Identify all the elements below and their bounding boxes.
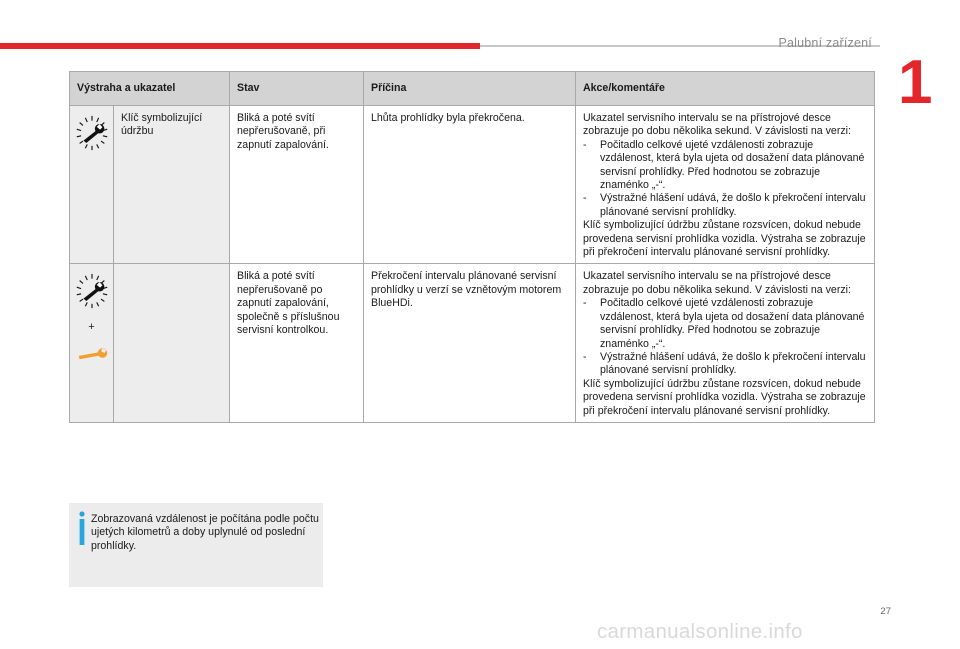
state-cell: Bliká a poté svítí nepřerušovaně, při zapnutí zapalování. — [230, 106, 364, 264]
column-header: Příčina — [364, 72, 576, 106]
wrench-flashing-icon — [73, 114, 111, 152]
action-bullet: - Počitadlo celkové ujeté vzdálenosti zobrazuje vzdálenost, která byla ujeta od dosažení data plánované servisní prohlídky. Před hodnotou se zobrazuje znaménko „-“. — [583, 297, 865, 350]
table-row — [70, 106, 875, 264]
indicator-name — [114, 264, 230, 422]
warning-table — [69, 71, 875, 423]
action-intro: Ukazatel servisního intervalu se na přístrojové desce zobrazuje po dobu několika sekund. V závislosti na verzi: — [583, 112, 851, 138]
action-outro: Klíč symbolizující údržbu zůstane rozsvícen, dokud nebude provedena servisní prohlídka vozidla. Výstraha se zobrazuje při překročení intervalu plánované servisní prohlídky. — [583, 219, 866, 259]
page-number: 27 — [880, 606, 891, 617]
info-icon — [75, 511, 89, 547]
column-header: Stav — [230, 72, 364, 106]
action-bullet: - Počitadlo celkové ujeté vzdálenosti zobrazuje vzdálenost, která byla ujeta od dosažení data plánované servisní prohlídky. Před hodnotou se zobrazuje znaménko „-“. — [583, 138, 865, 192]
action-cell — [576, 106, 875, 264]
wrench-flashing-icon — [73, 272, 111, 310]
column-header: Výstraha a ukazatel — [70, 72, 230, 106]
table-row — [70, 264, 875, 422]
action-intro: Ukazatel servisního intervalu se na přístrojové desce zobrazuje po dobu několika sekund. V závislosti na verzi: — [583, 270, 851, 296]
wrench-orange-icon — [73, 346, 111, 362]
action-bullet: - Výstražné hlášení udává, že došlo k překročení intervalu plánované servisní prohlídky. — [583, 350, 866, 377]
note-text: Zobrazovaná vzdálenost je počítána podle počtu ujetých kilometrů a doby uplynulé od poslední prohlídky. — [91, 513, 319, 552]
action-outro: Klíč symbolizující údržbu zůstane rozsvícen, dokud nebude provedena servisní prohlídka vozidla. Výstraha se zobrazuje při překročení intervalu plánované servisní prohlídky. — [583, 377, 866, 417]
cause-cell: Překročení intervalu plánované servisní prohlídky u verzí se vznětovým motorem BlueHDi. — [364, 264, 576, 422]
indicator-icon-cell — [70, 106, 114, 264]
watermark: carmanualsonline.info — [597, 620, 803, 643]
section-title: Palubní zařízení — [778, 36, 872, 50]
column-header: Akce/komentáře — [576, 72, 875, 106]
action-bullet: - Výstražné hlášení udává, že došlo k překročení intervalu plánované servisní prohlídky. — [583, 192, 866, 218]
cause-cell: Lhůta prohlídky byla překročena. — [364, 106, 576, 264]
indicator-name: Klíč symbolizující údržbu — [114, 106, 230, 264]
indicator-icon-cell — [70, 264, 114, 422]
table-header-row — [70, 72, 875, 106]
info-note — [69, 503, 323, 587]
action-cell — [576, 264, 875, 422]
state-cell: Bliká a poté svítí nepřerušovaně po zapnutí zapalování, společně s příslušnou servisní kontrolkou. — [230, 264, 364, 422]
plus-sign: + — [88, 320, 95, 333]
chapter-number: 1 — [898, 48, 933, 117]
header-accent-bar — [0, 43, 480, 49]
